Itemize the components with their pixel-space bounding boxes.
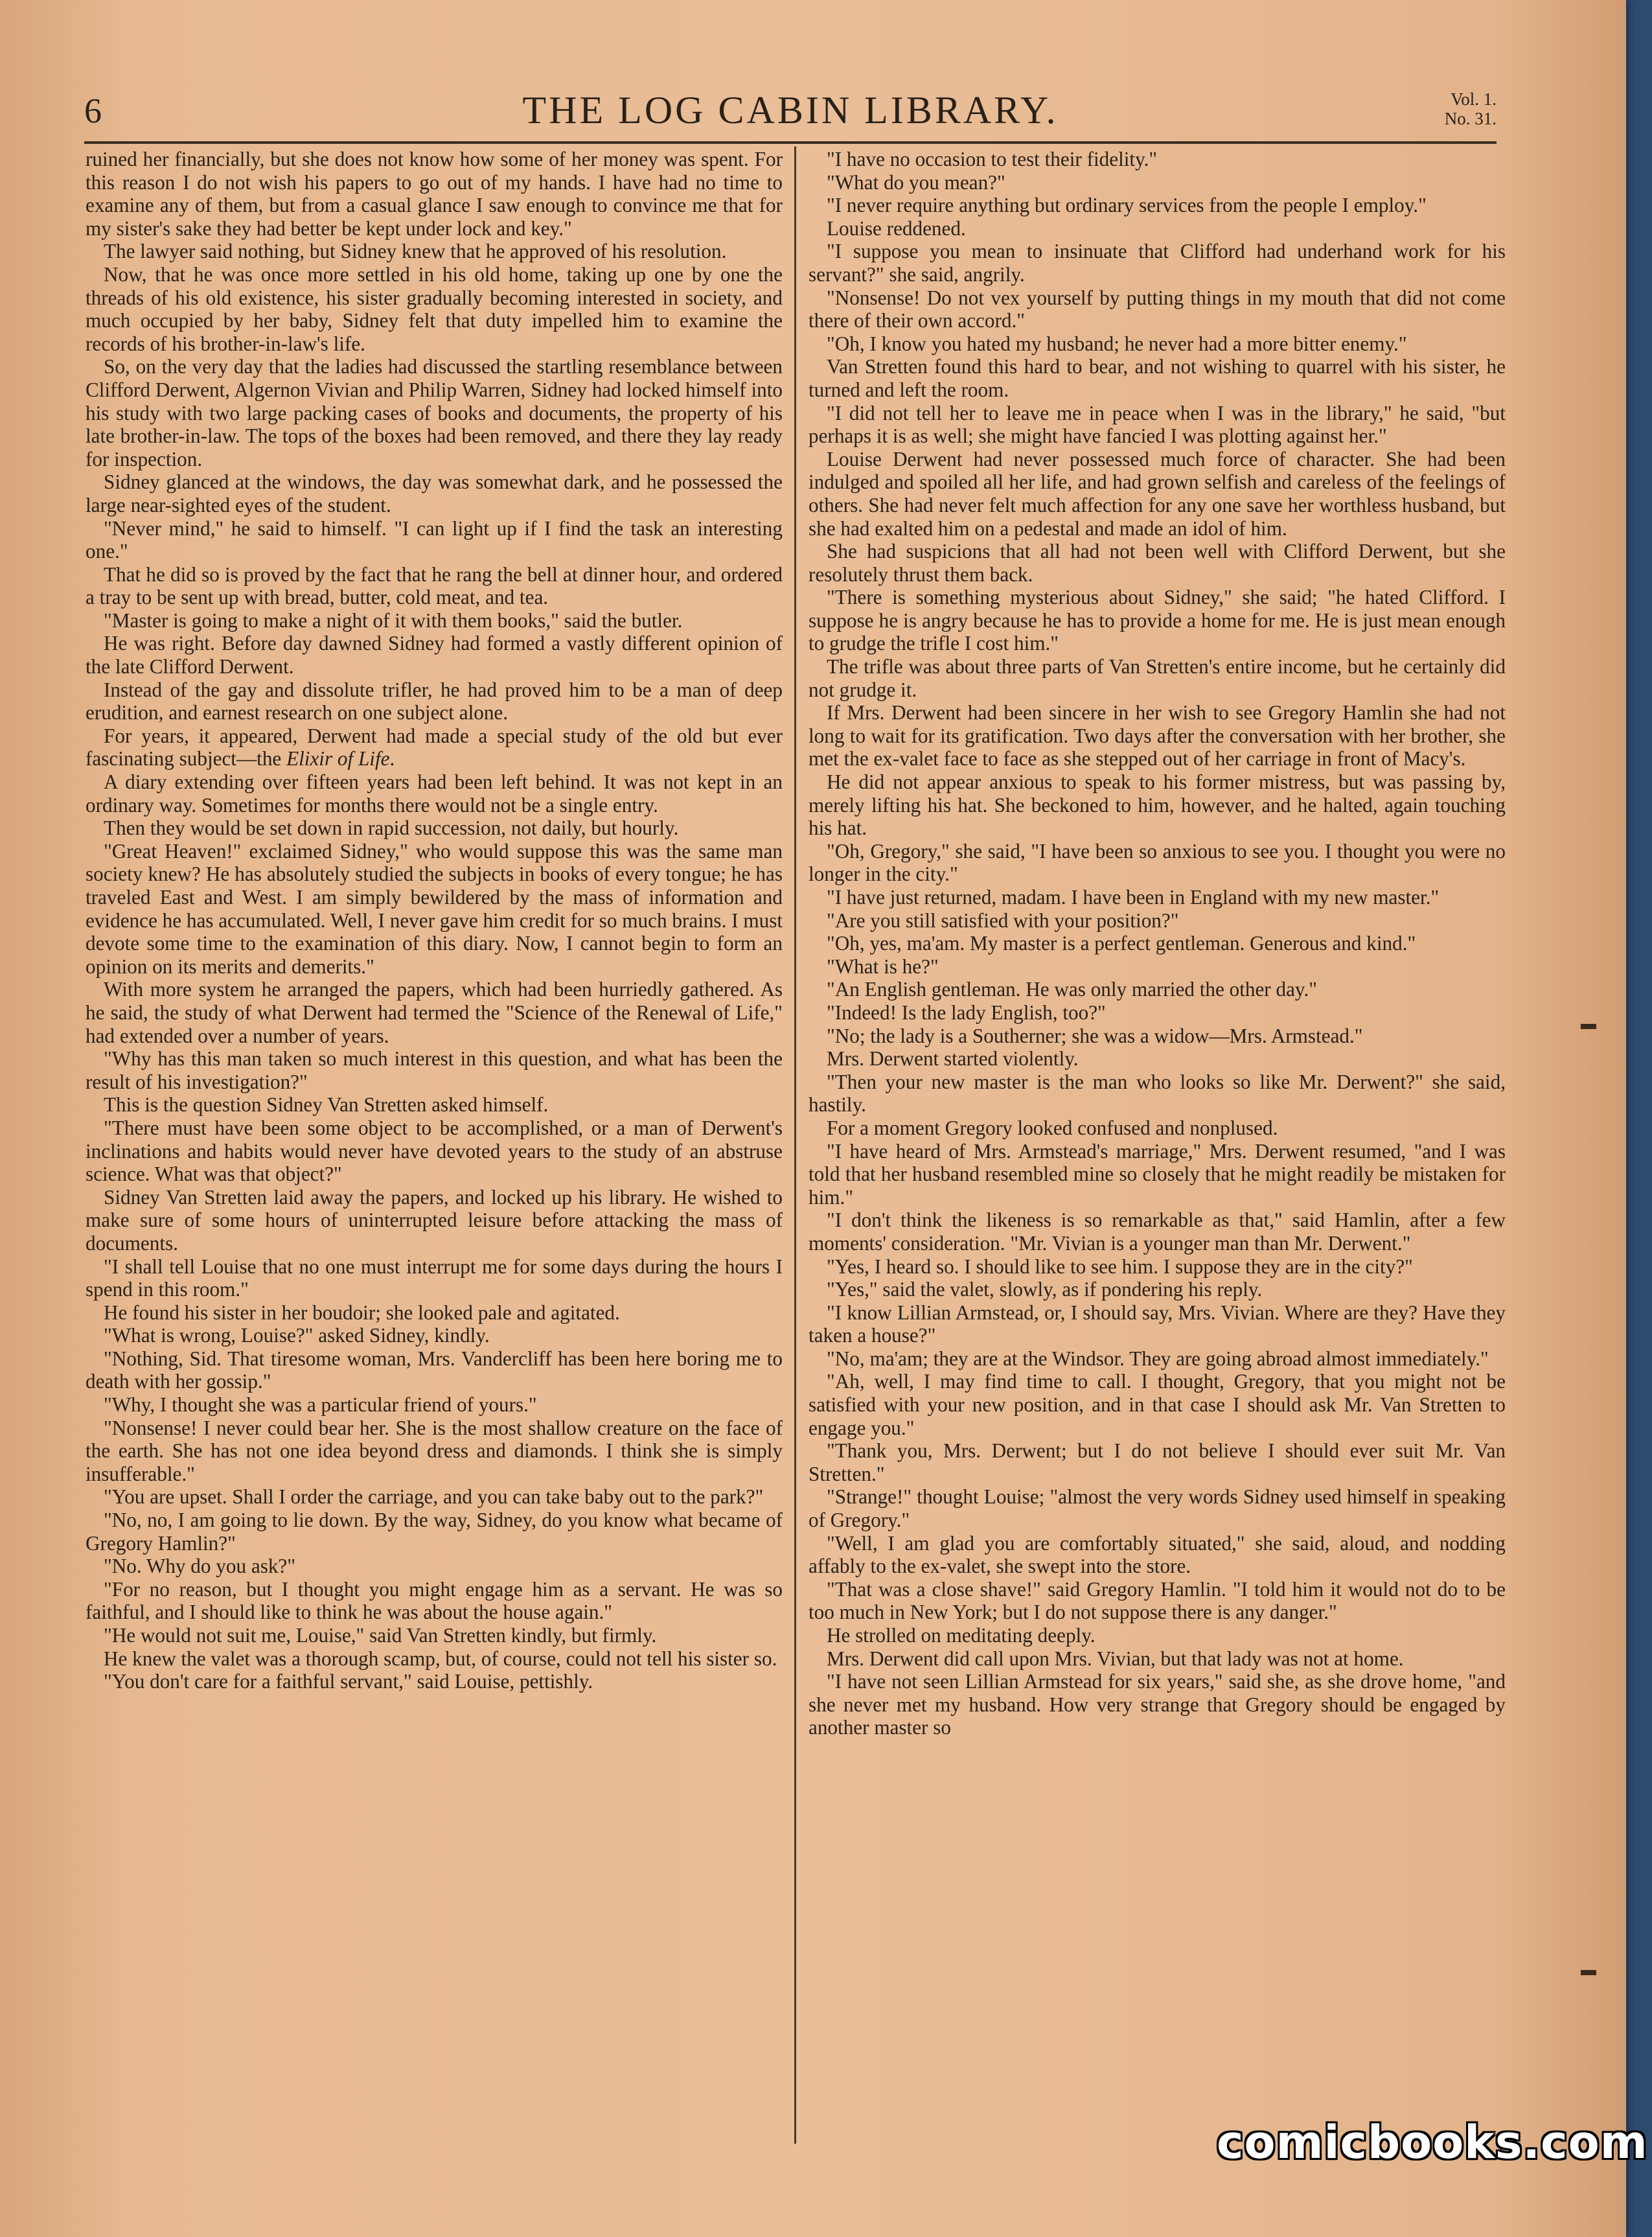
page-header <box>84 83 1497 141</box>
paragraph: This is the question Sidney Van Stretten asked himself. <box>104 1093 549 1117</box>
paragraph: "Well, I am glad you are comfortably situated," she said, aloud, and nodding affably to the ex-valet, she swept into the store. <box>809 1531 1506 1578</box>
paragraph: Sidney Van Stretten laid away the papers, and locked up his library. He wished to make sure of some hours of uninterrupted leisure before attacking the mass of documents. <box>86 1185 783 1255</box>
binding-mark <box>1581 1024 1596 1029</box>
paragraph: "Are you still satisfied with your position?" <box>827 909 1179 932</box>
paragraph: "Nothing, Sid. That tiresome woman, Mrs. Vandercliff has been here boring me to death with her gossip." <box>86 1347 783 1393</box>
paragraph: "Indeed! Is the lady English, too?" <box>827 1001 1106 1024</box>
paragraph: That he did so is proved by the fact that he rang the bell at dinner hour, and ordered a tray to be sent up with bread, butter, cold meat, and tea. <box>86 562 783 609</box>
paragraph: Now, that he was once more settled in his old home, taking up one by one the threads of his old existence, his sister gradually becoming interested in society, and much occupied by her baby, Sidney felt that duty impelled him to examine the records of his brother-in-law's life. <box>86 262 783 355</box>
paragraph: "You are upset. Shall I order the carriage, and you can take baby out to the park?" <box>104 1485 764 1509</box>
paragraph: "That was a close shave!" said Gregory Hamlin. "I told him it would not do to be too much in New York; but I do not suppose there is any danger." <box>809 1577 1506 1624</box>
paragraph: "I have heard of Mrs. Armstead's marriage," Mrs. Derwent resumed, "and I was told that her husband resembled mine so closely that he might readily be mistaken for him." <box>809 1139 1506 1209</box>
paragraph: "I never require anything but ordinary services from the people I employ." <box>827 194 1427 217</box>
paragraph: ruined her financially, but she does not know how some of her money was spent. For this reason I do not wish his papers to go out of my hands. I have had no time to examine any of them, but from a casual glance I saw enough to convince me that for my sister's sake they had better be kept under lock and key." <box>86 148 783 240</box>
paragraph: "Nonsense! Do not vex yourself by putting things in my mouth that did not come there of their own accord." <box>809 286 1506 332</box>
column-divider <box>794 146 796 2144</box>
paragraph: "Then your new master is the man who looks so like Mr. Derwent?" she said, hastily. <box>809 1070 1506 1117</box>
paragraph: "I have not seen Lillian Armstead for six years," said she, as she drove home, "and she never met my husband. How very strange that Gregory should be engaged by another master so <box>809 1670 1506 1739</box>
paragraph: "I don't think the likeness is so remarkable as that," said Hamlin, after a few moments' consideration. "Mr. Vivian is a younger man than Mr. Derwent." <box>809 1209 1506 1255</box>
page-number: 6 <box>84 91 102 130</box>
paragraph: "Strange!" thought Louise; "almost the very words Sidney used himself in speaking of Gregory." <box>809 1485 1506 1532</box>
paragraph: "Great Heaven!" exclaimed Sidney," who would suppose this was the same man society knew? He has absolutely studied the subjects in books of every tongue; he has traveled East and West. I am simply bewildered by the mass of information and evidence he has accumulated. Well, I never gave him credit for so much brains. I must devote some time to the examination of this diary. Now, I cannot begin to form an opinion on its merits and demerits." <box>86 839 783 978</box>
paragraph: The trifle was about three parts of Van Stretten's entire income, but he certainly did not grudge it. <box>809 655 1506 701</box>
paragraph: Louise Derwent had never possessed much force of character. She had been indulged and spoiled all her life, and had grown selfish and careless of the feelings of others. She had never felt much affection for any one save her worthless husband, but she had exalted him on a pedestal and made an idol of him. <box>809 447 1506 540</box>
issue-number: No. 31. <box>1444 109 1497 128</box>
paragraph: She had suspicions that all had not been well with Clifford Derwent, but she resolutely thrust them back. <box>809 540 1506 586</box>
right-column <box>809 148 1506 1739</box>
paragraph: "Oh, Gregory," she said, "I have been so anxious to see you. I thought you were no longer in the city." <box>809 839 1506 886</box>
paragraph: "You don't care for a faithful servant," said Louise, pettishly. <box>104 1670 593 1693</box>
paragraph: Mrs. Derwent did call upon Mrs. Vivian, but that lady was not at home. <box>827 1647 1404 1670</box>
header-rule <box>84 141 1497 144</box>
paragraph: "Thank you, Mrs. Derwent; but I do not believe I should ever suit Mr. Van Stretten." <box>809 1439 1506 1485</box>
paragraph: With more system he arranged the papers, which had been hurriedly gathered. As he said, the study of what Derwent had termed the "Science of the Renewal of Life," had extended over a number of years. <box>86 978 783 1047</box>
paragraph: "No, no, I am going to lie down. By the way, Sidney, do you know what became of Gregory Hamlin?" <box>86 1509 783 1555</box>
paragraph: "Oh, yes, ma'am. My master is a perfect gentleman. Generous and kind." <box>827 932 1416 955</box>
paragraph: "I have just returned, madam. I have been in England with my new master." <box>827 886 1440 909</box>
paragraph: "Why, I thought she was a particular friend of yours." <box>104 1393 537 1417</box>
paragraph: "Master is going to make a night of it with them books," said the butler. <box>104 609 683 632</box>
paragraph: "He would not suit me, Louise," said Van Stretten kindly, but firmly. <box>104 1624 657 1647</box>
paragraph: "What is wrong, Louise?" asked Sidney, kindly. <box>104 1324 490 1347</box>
paragraph: "For no reason, but I thought you might engage him as a servant. He was so faithful, and I should like to think he was about the house again." <box>86 1577 783 1624</box>
paragraph: "I did not tell her to leave me in peace when I was in the library," he said, "but perhaps it is as well; she might have fancied I was plotting against her." <box>809 401 1506 448</box>
paragraph: For years, it appeared, Derwent had made a special study of the old but ever fascinating subject—the Elixir of Life. <box>86 724 783 771</box>
paragraph: Van Stretten found this hard to bear, and not wishing to quarrel with his sister, he turned and left the room. <box>809 355 1506 401</box>
paragraph: Louise reddened. <box>827 216 966 240</box>
paragraph: "There is something mysterious about Sidney," she said; "he hated Clifford. I suppose he is angry because he has to provide a home for me. He is just mean enough to grudge the trifle I cost him." <box>809 586 1506 655</box>
watermark-logo: comicbooks.com <box>1217 2116 1648 2169</box>
paragraph: He strolled on meditating deeply. <box>827 1624 1096 1647</box>
paragraph: Then they would be set down in rapid succession, not daily, but hourly. <box>104 817 679 840</box>
paragraph: "Yes," said the valet, slowly, as if pondering his reply. <box>827 1278 1263 1301</box>
paragraph: Instead of the gay and dissolute trifler, he had proved him to be a man of deep erudition, and earnest research on one subject alone. <box>86 678 783 724</box>
paragraph: "No, ma'am; they are at the Windsor. They are going abroad almost immediately." <box>827 1347 1489 1370</box>
paragraph: He was right. Before day dawned Sidney had formed a vastly different opinion of the late Clifford Derwent. <box>86 632 783 678</box>
paragraph: "I have no occasion to test their fidelity." <box>827 148 1158 170</box>
paragraph: "Nonsense! I never could bear her. She is the most shallow creature on the face of the earth. She has not one idea beyond dress and diamonds. I think she is simply insufferable." <box>86 1416 783 1485</box>
paragraph: "Never mind," he said to himself. "I can light up if I find the task an interesting one." <box>86 516 783 563</box>
paragraph: "Why has this man taken so much interest in this question, and what has been the result of his investigation?" <box>86 1047 783 1093</box>
paragraph: For a moment Gregory looked confused and nonplused. <box>827 1116 1278 1139</box>
paragraph: So, on the very day that the ladies had discussed the startling resemblance between Clifford Derwent, Algernon Vivian and Philip Warren, Sidney had locked himself into his study with two large packing cases of books and documents, the property of his late brother-in-law. The tops of the boxes had been removed, and there they lay ready for inspection. <box>86 355 783 470</box>
paragraph: Sidney glanced at the windows, the day was somewhat dark, and he possessed the large near-sighted eyes of the student. <box>86 470 783 516</box>
paragraph: "I know Lillian Armstead, or, I should say, Mrs. Vivian. Where are they? Have they taken a house?" <box>809 1301 1506 1347</box>
paragraph: "There must have been some object to be accomplished, or a man of Derwent's inclinations and habits would never have devoted years to the study of an abstruse science. What was that object?" <box>86 1116 783 1186</box>
volume-label: Vol. 1. <box>1451 89 1497 109</box>
paragraph: A diary extending over fifteen years had been left behind. It was not kept in an ordinary way. Sometimes for months there would not be a single entry. <box>86 771 783 817</box>
publication-title: THE LOG CABIN LIBRARY. <box>522 89 1059 132</box>
paragraph: Mrs. Derwent started violently. <box>827 1047 1079 1071</box>
paragraph: He did not appear anxious to speak to his former mistress, but was passing by, merely lifting his hat. She beckoned to him, however, and he halted, again touching his hat. <box>809 771 1506 840</box>
paragraph: The lawyer said nothing, but Sidney knew that he approved of his resolution. <box>104 240 727 263</box>
left-column <box>86 148 783 1693</box>
paragraph: "I suppose you mean to insinuate that Clifford had underhand work for his servant?" she said, angrily. <box>809 240 1506 286</box>
paragraph: "I shall tell Louise that no one must interrupt me for some days during the hours I spend in this room." <box>86 1255 783 1301</box>
paragraph: He found his sister in her boudoir; she looked pale and agitated. <box>104 1301 620 1324</box>
paragraph: He knew the valet was a thorough scamp, but, of course, could not tell his sister so. <box>104 1647 777 1670</box>
paragraph: "No; the lady is a Southerner; she was a widow—Mrs. Armstead." <box>827 1024 1363 1047</box>
paragraph: "An English gentleman. He was only married the other day." <box>827 978 1318 1001</box>
paragraph: "Ah, well, I may find time to call. I thought, Gregory, that you might not be satisfied with your new position, and in that case I should ask Mr. Van Stretten to engage you." <box>809 1370 1506 1439</box>
paragraph: "What do you mean?" <box>827 170 1005 194</box>
volume-issue <box>1445 89 1497 128</box>
paragraph: "Yes, I heard so. I should like to see him. I suppose they are in the city?" <box>827 1255 1413 1278</box>
paragraph: "What is he?" <box>827 955 939 978</box>
paragraph: If Mrs. Derwent had been sincere in her wish to see Gregory Hamlin she had not long to wait for its gratification. Two days after the conversation with her brother, she met the ex-valet face to face as she stepped out of her carriage in front of Macy's. <box>809 701 1506 771</box>
paragraph: "Oh, I know you hated my husband; he never had a more bitter enemy." <box>827 332 1407 355</box>
paragraph: "No. Why do you ask?" <box>104 1555 296 1578</box>
binding-mark <box>1581 1970 1596 1975</box>
